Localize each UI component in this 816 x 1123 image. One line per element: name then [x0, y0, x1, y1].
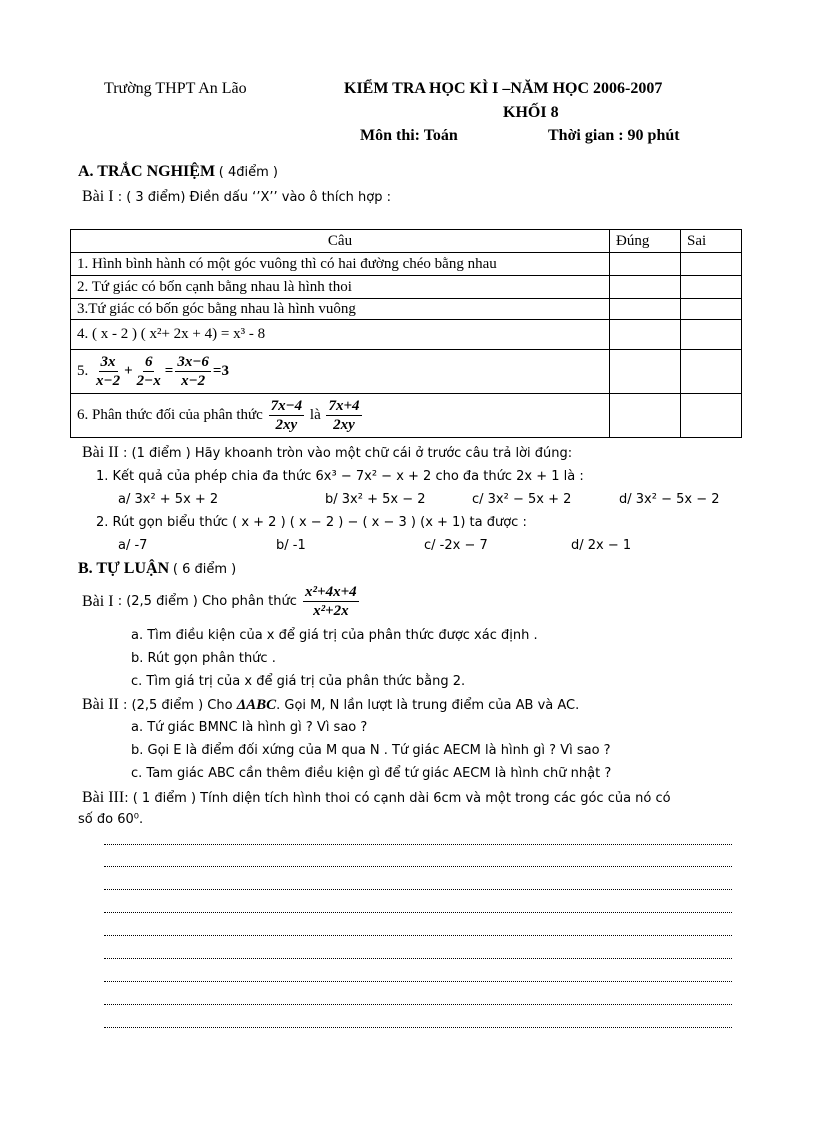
mc2-option-a[interactable]: a/ -7 [118, 538, 148, 553]
section-b-bai3: Bài III: ( 1 điểm ) Tính diện tích hình thoi có cạnh dài 6cm và một trong các góc của nó có [82, 789, 671, 806]
answer-line[interactable] [104, 866, 732, 867]
header-false: Sai [681, 230, 742, 253]
question-6: 6. Phân thức đối của phân thức $\frac{7x-4}{2xy}$ là $\frac{7x+4}{2xy}$ [71, 394, 610, 438]
question-4: 4. ( x - 2 ) ( x²+ 2x + 4) = x³ - 8 [71, 320, 610, 350]
answer-line[interactable] [104, 889, 732, 890]
answer-true-cell[interactable] [610, 253, 681, 276]
section-b-bai2: Bài II : (2,5 điểm ) Cho ΔABC. Gọi M, N lần lượt là trung điểm của AB và AC. [82, 696, 580, 713]
question-2: 2. Tứ giác có bốn cạnh bằng nhau là hình thoi [71, 276, 610, 299]
mc1-option-b[interactable]: b/ 3x² + 5x − 2 [325, 492, 426, 507]
mc2-option-d[interactable]: d/ 2x − 1 [571, 538, 632, 553]
answer-line[interactable] [104, 1027, 732, 1028]
mc1-option-d[interactable]: d/ 3x² − 5x − 2 [619, 492, 720, 507]
exam-grade: KHỐI 8 [503, 104, 559, 121]
bai1-item-a: a. Tìm điều kiện của x để giá trị của phân thức được xác định . [131, 628, 538, 643]
question-mc-2: 2. Rút gọn biểu thức ( x + 2 ) ( x − 2 ) − ( x − 3 ) (x + 1) ta được : [96, 515, 527, 530]
bai2-item-a: a. Tứ giác BMNC là hình gì ? Vì sao ? [131, 720, 368, 735]
mc1-option-c[interactable]: c/ 3x² − 5x + 2 [472, 492, 572, 507]
section-a-bai2: Bài II : (1 điểm ) Hãy khoanh tròn vào một chữ cái ở trước câu trả lời đúng: [82, 444, 573, 461]
section-b-bai3-cont: số đo 60⁰. [78, 812, 144, 827]
answer-line[interactable] [104, 958, 732, 959]
bai2-item-b: b. Gọi E là điểm đối xứng của M qua N . Tứ giác AECM là hình gì ? Vì sao ? [131, 743, 611, 758]
answer-true-cell[interactable] [610, 394, 681, 438]
answer-true-cell[interactable] [610, 320, 681, 350]
mc1-option-a[interactable]: a/ 3x² + 5x + 2 [118, 492, 219, 507]
answer-false-cell[interactable] [681, 276, 742, 299]
answer-true-cell[interactable] [610, 276, 681, 299]
question-1: 1. Hình bình hành có một góc vuông thì có hai đường chéo bằng nhau [71, 253, 610, 276]
exam-title: KIỂM TRA HỌC KÌ I –NĂM HỌC 2006-2007 [344, 80, 663, 97]
answer-false-cell[interactable] [681, 320, 742, 350]
exam-duration: Thời gian : 90 phút [548, 127, 680, 144]
section-a-bai1: Bài I : ( 3 điểm) Điền dấu ‘’X’’ vào ô thích hợp : [82, 188, 392, 205]
question-mc-1: 1. Kết quả của phép chia đa thức 6x³ − 7x² − x + 2 cho đa thức 2x + 1 là : [96, 469, 584, 484]
question-5: 5. $\frac{3x}{x-2}$ + $\frac{6}{2-x}$ = $\frac{3x-6}{x-2}$ =3 [71, 350, 610, 394]
header-true: Đúng [610, 230, 681, 253]
answer-false-cell[interactable] [681, 350, 742, 394]
section-b-bai1: Bài I : (2,5 điểm ) Cho phân thức $\frac{\text{x²+4x+4}}{\text{x²+2x}}$ [82, 584, 357, 619]
mc2-option-b[interactable]: b/ -1 [276, 538, 306, 553]
answer-false-cell[interactable] [681, 253, 742, 276]
answer-true-cell[interactable] [610, 350, 681, 394]
fraction: $\frac{3x-6}{x-2}$ [177, 354, 209, 389]
exam-subject: Môn thi: Toán [360, 127, 458, 144]
fraction: $\frac{6}{2-x}$ [136, 354, 161, 389]
section-b-heading: B. TỰ LUẬN ( 6 điểm ) [78, 560, 237, 577]
bai2-item-c: c. Tam giác ABC cần thêm điều kiện gì để tứ giác AECM là hình chữ nhật ? [131, 766, 612, 781]
answer-line[interactable] [104, 844, 732, 845]
answer-true-cell[interactable] [610, 299, 681, 320]
fraction: $\frac{7x+4}{2xy}$ [328, 398, 360, 433]
answer-false-cell[interactable] [681, 394, 742, 438]
bai1-item-b: b. Rút gọn phân thức . [131, 651, 276, 666]
section-a-heading: A. TRẮC NGHIỆM ( 4điểm ) [78, 163, 279, 180]
answer-line[interactable] [104, 981, 732, 982]
fraction: $\frac{7x-4}{2xy}$ [270, 398, 303, 433]
mc2-option-c[interactable]: c/ -2x − 7 [424, 538, 488, 553]
school-name: Trường THPT An Lão [104, 80, 247, 97]
header-question: Câu [71, 230, 610, 253]
answer-false-cell[interactable] [681, 299, 742, 320]
true-false-table [70, 229, 742, 438]
fraction: $\frac{\text{x²+4x+4}}{\text{x²+2x}}$ [305, 584, 357, 619]
answer-line[interactable] [104, 935, 732, 936]
answer-line[interactable] [104, 912, 732, 913]
bai1-item-c: c. Tìm giá trị của x để giá trị của phân thức bằng 2. [131, 674, 466, 689]
question-3: 3.Tứ giác có bốn góc bằng nhau là hình vuông [71, 299, 610, 320]
fraction: $\frac{3x}{x-2}$ [96, 354, 121, 389]
answer-line[interactable] [104, 1004, 732, 1005]
